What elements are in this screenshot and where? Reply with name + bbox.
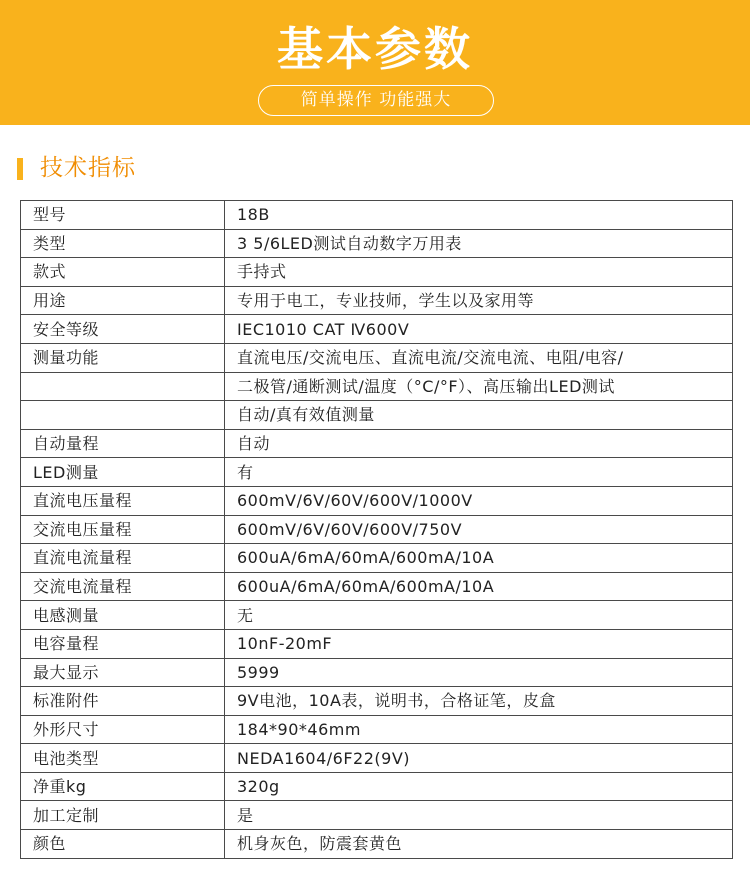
- section-marker: [17, 158, 23, 180]
- spec-row: [21, 572, 733, 601]
- spec-value: 18B: [225, 201, 733, 230]
- spec-value: 自动/真有效值测量: [225, 401, 733, 430]
- spec-row: [21, 401, 733, 430]
- spec-row: [21, 830, 733, 859]
- spec-row: [21, 229, 733, 258]
- spec-key: 交流电压量程: [21, 515, 225, 544]
- spec-value: IEC1010 CAT Ⅳ600V: [225, 315, 733, 344]
- spec-row: [21, 715, 733, 744]
- banner-title: 基本参数: [277, 22, 473, 76]
- spec-value: 184*90*46mm: [225, 715, 733, 744]
- spec-row: [21, 772, 733, 801]
- spec-key: 电容量程: [21, 629, 225, 658]
- spec-value: 600uA/6mA/60mA/600mA/10A: [225, 544, 733, 573]
- spec-table-body: [21, 201, 733, 859]
- spec-row: [21, 343, 733, 372]
- spec-value: 二极管/通断测试/温度（°C/°F）、高压输出LED测试: [225, 372, 733, 401]
- spec-row: [21, 629, 733, 658]
- spec-key: 最大显示: [21, 658, 225, 687]
- spec-row: [21, 515, 733, 544]
- banner-subtitle: 简单操作 功能强大: [300, 90, 452, 110]
- spec-row: [21, 687, 733, 716]
- spec-key: 直流电压量程: [21, 486, 225, 515]
- spec-row: [21, 458, 733, 487]
- spec-row: [21, 201, 733, 230]
- spec-value: 3 5/6LED测试自动数字万用表: [225, 229, 733, 258]
- spec-key: 测量功能: [21, 343, 225, 372]
- spec-row: [21, 258, 733, 287]
- spec-row: [21, 601, 733, 630]
- spec-value: 是: [225, 801, 733, 830]
- spec-value: 600mV/6V/60V/600V/1000V: [225, 486, 733, 515]
- spec-key: [21, 401, 225, 430]
- spec-key: 款式: [21, 258, 225, 287]
- spec-key: 安全等级: [21, 315, 225, 344]
- section-title: 技术指标: [40, 155, 136, 181]
- spec-row: [21, 544, 733, 573]
- header-banner: [0, 0, 750, 125]
- spec-value: NEDA1604/6F22(9V): [225, 744, 733, 773]
- spec-key: 电感测量: [21, 601, 225, 630]
- spec-row: [21, 486, 733, 515]
- spec-value: 600uA/6mA/60mA/600mA/10A: [225, 572, 733, 601]
- spec-key: 标准附件: [21, 687, 225, 716]
- spec-value: 机身灰色，防震套黄色: [225, 830, 733, 859]
- spec-key: 用途: [21, 286, 225, 315]
- spec-key: 型号: [21, 201, 225, 230]
- spec-key: LED测量: [21, 458, 225, 487]
- spec-row: [21, 315, 733, 344]
- spec-key: 电池类型: [21, 744, 225, 773]
- spec-value: 320g: [225, 772, 733, 801]
- spec-key: 类型: [21, 229, 225, 258]
- spec-value: 10nF-20mF: [225, 629, 733, 658]
- spec-key: 外形尺寸: [21, 715, 225, 744]
- spec-key: [21, 372, 225, 401]
- spec-value: 手持式: [225, 258, 733, 287]
- spec-row: [21, 801, 733, 830]
- spec-row: [21, 744, 733, 773]
- spec-value: 无: [225, 601, 733, 630]
- spec-value: 直流电压/交流电压、直流电流/交流电流、电阻/电容/: [225, 343, 733, 372]
- spec-row: [21, 429, 733, 458]
- spec-row: [21, 658, 733, 687]
- spec-key: 交流电流量程: [21, 572, 225, 601]
- spec-value: 600mV/6V/60V/600V/750V: [225, 515, 733, 544]
- spec-key: 直流电流量程: [21, 544, 225, 573]
- spec-value: 5999: [225, 658, 733, 687]
- spec-value: 自动: [225, 429, 733, 458]
- spec-key: 净重kg: [21, 772, 225, 801]
- spec-key: 自动量程: [21, 429, 225, 458]
- spec-row: [21, 286, 733, 315]
- spec-value: 有: [225, 458, 733, 487]
- spec-value: 专用于电工，专业技师，学生以及家用等: [225, 286, 733, 315]
- spec-key: 加工定制: [21, 801, 225, 830]
- spec-row: [21, 372, 733, 401]
- spec-key: 颜色: [21, 830, 225, 859]
- spec-table: [20, 200, 733, 859]
- spec-value: 9V电池，10A表，说明书，合格证笔，皮盒: [225, 687, 733, 716]
